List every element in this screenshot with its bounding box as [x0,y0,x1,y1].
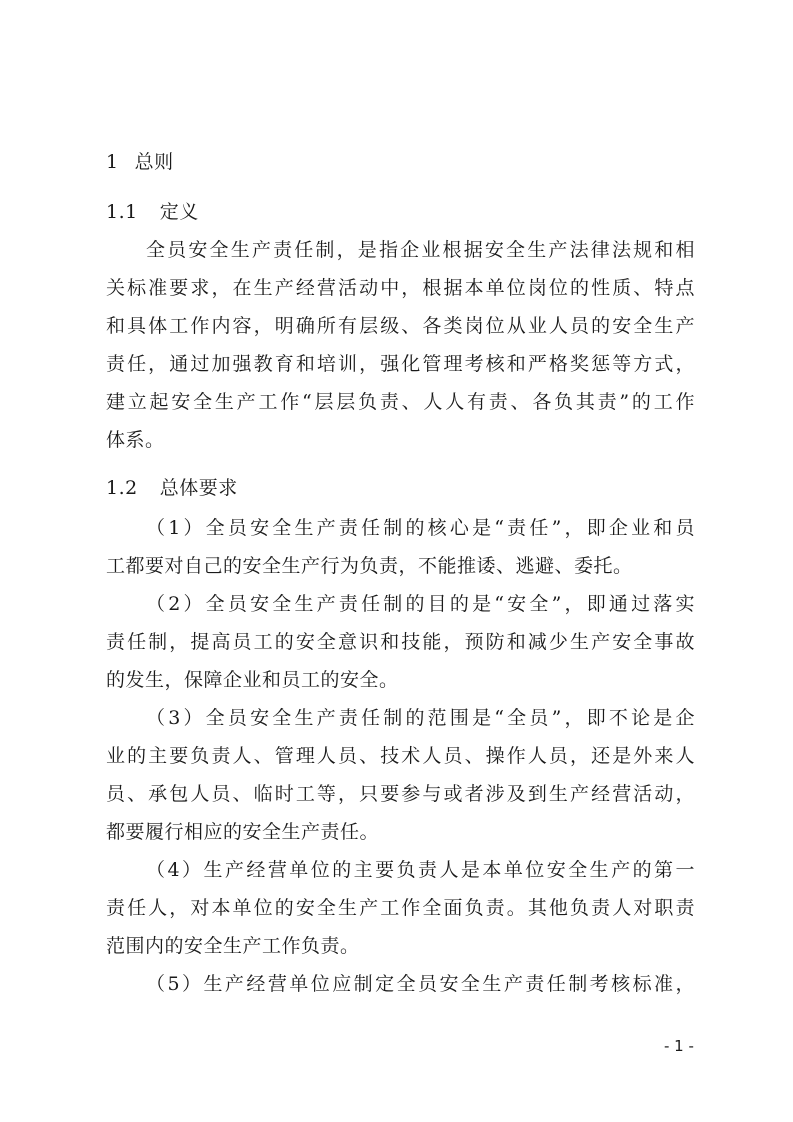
section-number: 1.1 [106,201,138,223]
paragraph-line: 责任制，提高员工的安全意识和技能，预防和减少生产安全事故 [106,631,695,653]
section-title: 总则 [134,151,174,173]
paragraph-line: 工都要对自己的安全生产行为负责，不能推诿、逃避、委托。 [106,555,633,577]
paragraph-line: 全员安全生产责任制，是指企业根据安全生产法律法规和相 [146,239,695,261]
paragraph-line: （1）全员安全生产责任制的核心是“责任”，即企业和员 [146,517,695,539]
paragraph-line: 和具体工作内容，明确所有层级、各类岗位从业人员的安全生产 [106,315,695,337]
paragraph-line: 责任人，对本单位的安全生产工作全面负责。其他负责人对职责 [106,897,695,919]
paragraph-line: 的发生，保障企业和员工的安全。 [106,669,399,691]
paragraph-line: 范围内的安全生产工作负责。 [106,935,360,957]
section-heading-1-1 [106,199,695,225]
paragraph-line: （5）生产经营单位应制定全员安全生产责任制考核标准， [146,973,695,995]
paragraph-line: 业的主要负责人、管理人员、技术人员、操作人员，还是外来人 [106,745,695,767]
page-number: - 1 - [664,1037,694,1055]
paragraph-line: 关标准要求，在生产经营活动中，根据本单位岗位的性质、特点 [106,277,695,299]
section-heading-1 [106,149,695,175]
section-number: 1.2 [106,477,138,499]
paragraph-line: （2）全员安全生产责任制的目的是“安全”，即通过落实 [146,593,695,615]
section-title: 总体要求 [159,477,238,499]
paragraph-line: （4）生产经营单位的主要负责人是本单位安全生产的第一 [146,859,695,881]
paragraph-line: 建立起安全生产工作“层层负责、人人有责、各负其责”的工作 [106,391,695,413]
section-heading-1-2 [106,475,695,501]
paragraph-line: 体系。 [106,429,165,451]
paragraph-line: 都要履行相应的安全生产责任。 [106,821,380,843]
paragraph-line: 责任，通过加强教育和培训，强化管理考核和严格奖惩等方式， [106,353,695,375]
section-title: 定义 [159,201,199,223]
paragraph-line: （3）全员安全生产责任制的范围是“全员”，即不论是企 [146,707,695,729]
paragraph-line: 员、承包人员、临时工等，只要参与或者涉及到生产经营活动， [106,783,695,805]
section-number: 1 [106,151,119,173]
